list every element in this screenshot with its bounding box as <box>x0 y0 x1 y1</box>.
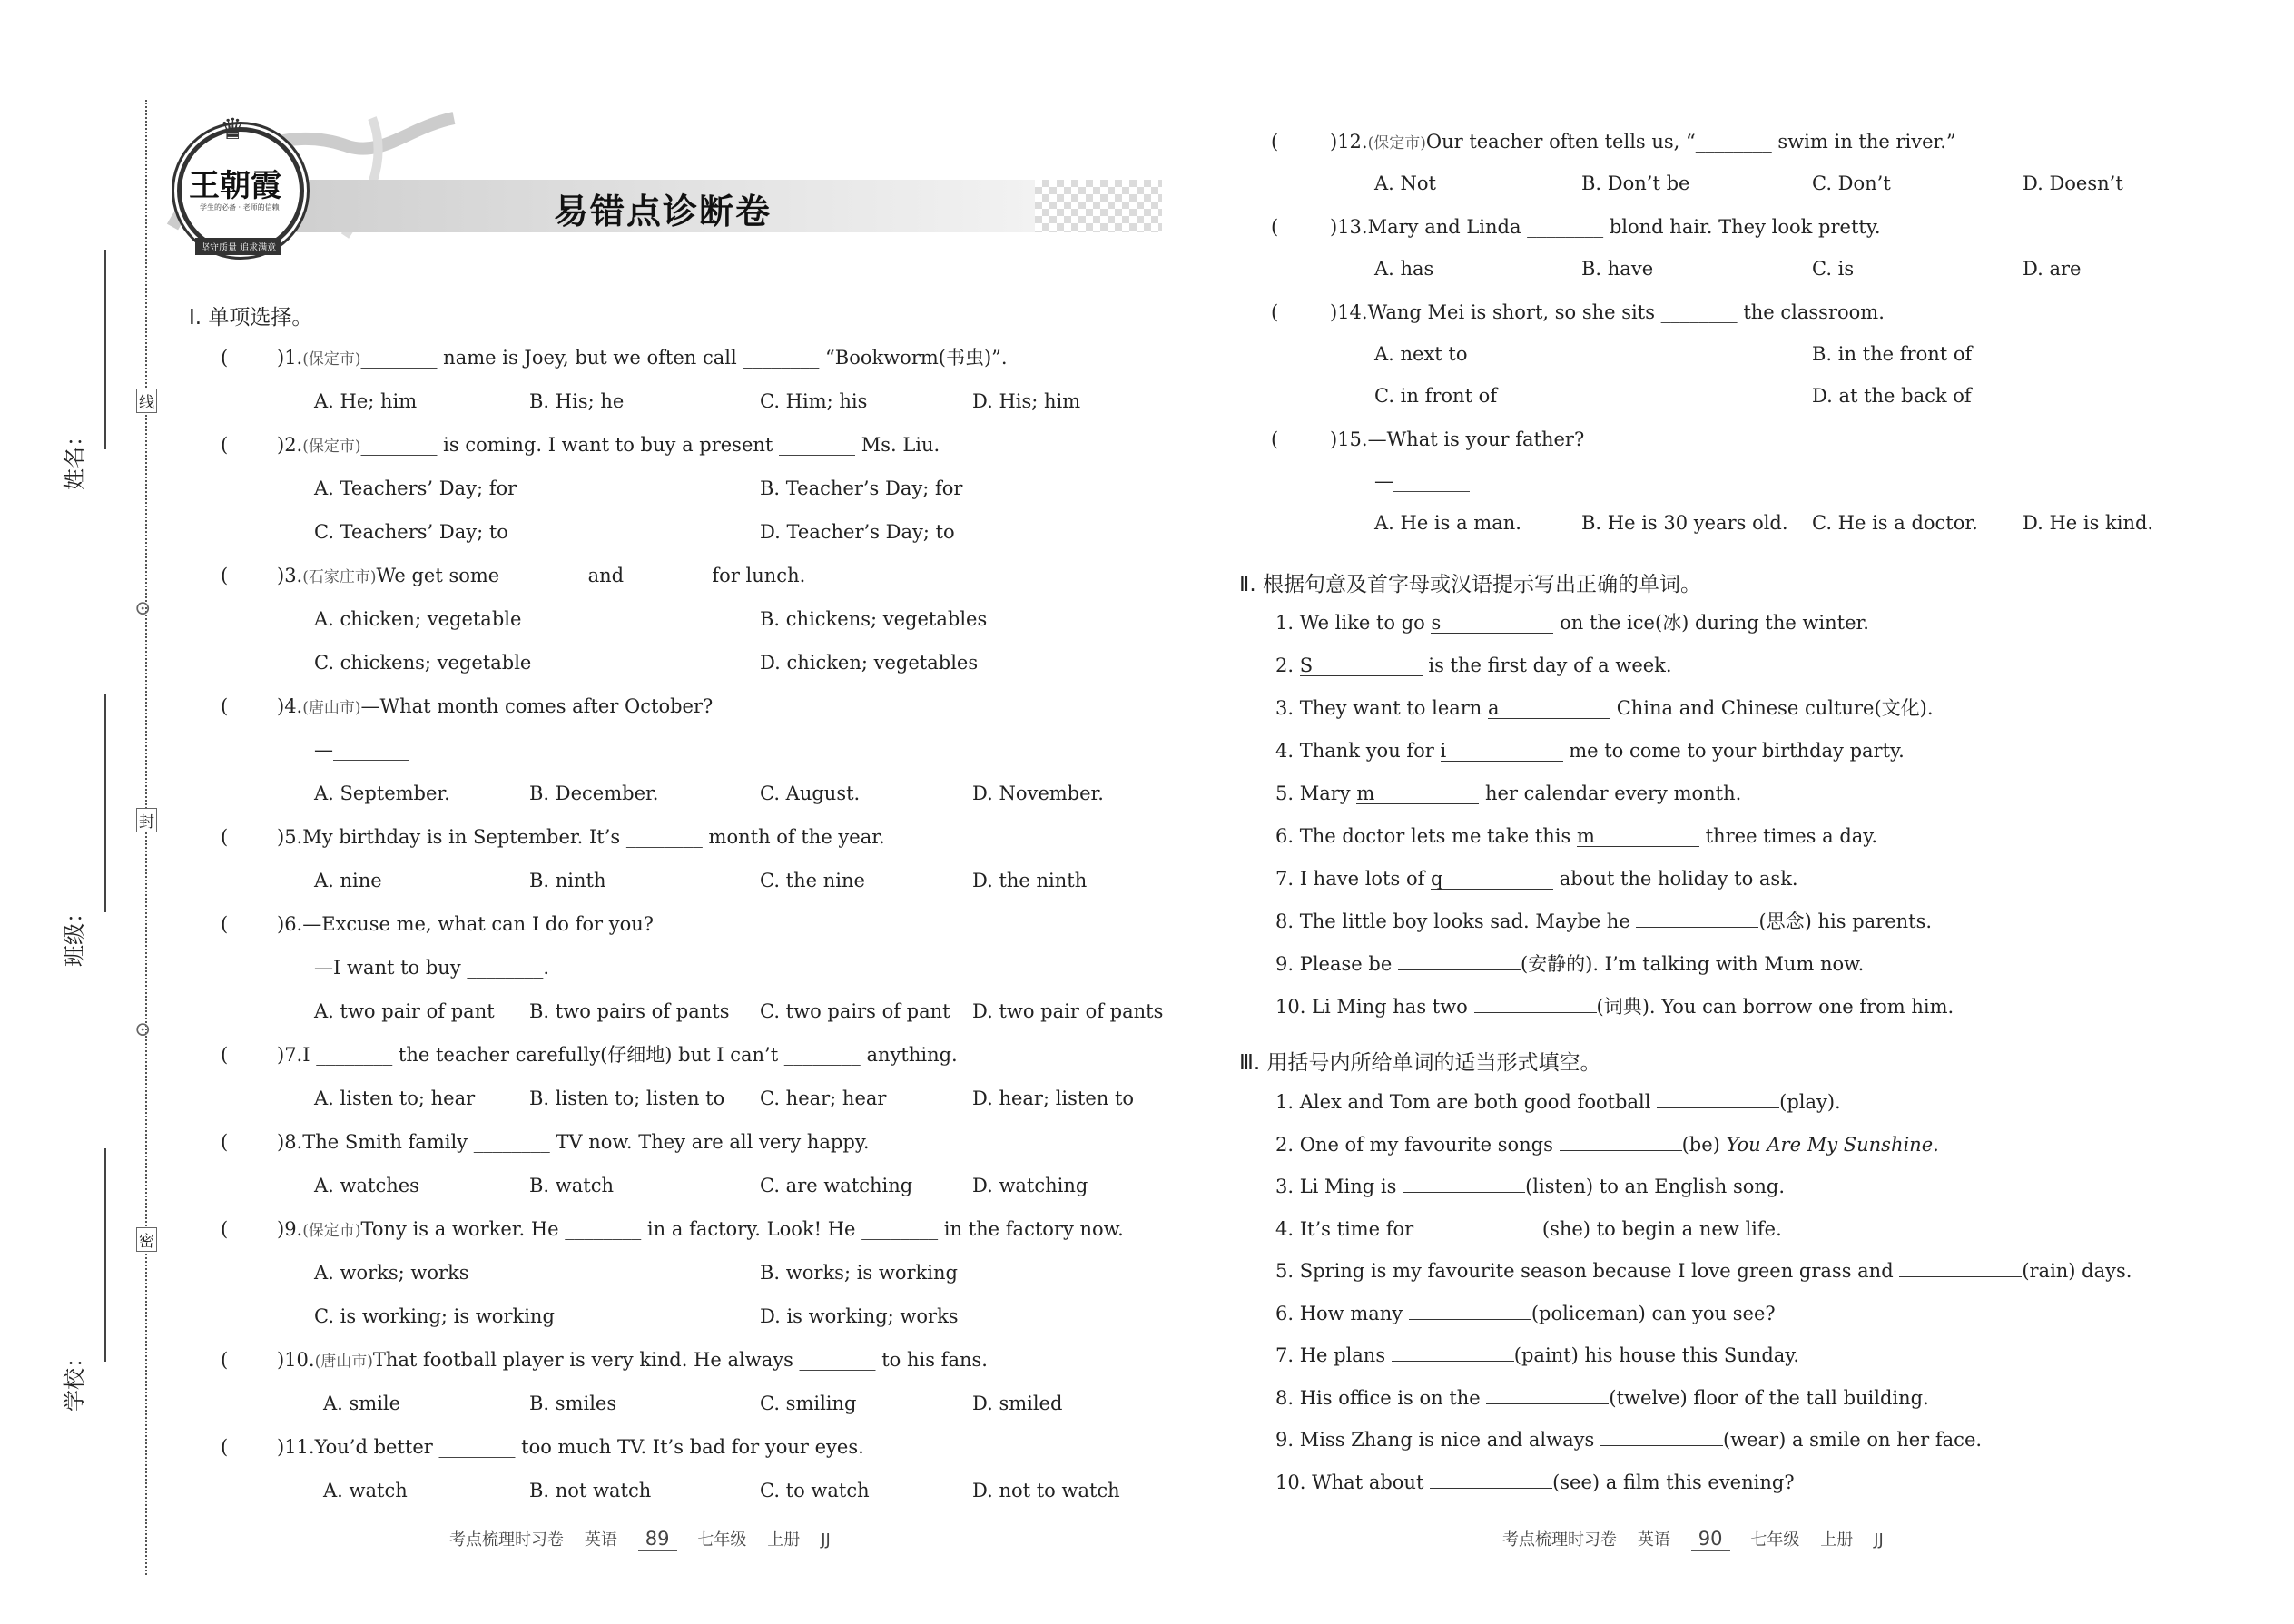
option-b[interactable]: B. December. <box>529 782 659 804</box>
school-field[interactable] <box>104 1148 106 1362</box>
logo-text: 王朝霞 <box>189 168 281 204</box>
item-text-before: 3. Li Ming is <box>1275 1176 1403 1197</box>
item-text-before: 4. Thank you for <box>1275 740 1441 762</box>
option-d[interactable]: D. two pair of pants <box>972 1000 1164 1022</box>
page-title: 易错点诊断卷 <box>554 192 773 231</box>
word-fill-item <box>1275 909 1932 934</box>
answer-blank[interactable] <box>1300 655 1423 676</box>
item-text-before: 10. What about <box>1275 1471 1431 1493</box>
word-fill-item <box>1275 781 1741 806</box>
answer-blank[interactable] <box>1488 698 1610 719</box>
word-form-item <box>1275 1427 1982 1452</box>
word-form-item <box>1275 1343 1799 1368</box>
item-text-after: (思念) his parents. <box>1758 910 1933 932</box>
binding-mark-seal: 封 <box>136 808 157 832</box>
answer-bracket[interactable]: ( <box>221 1349 229 1371</box>
item-text-before: 8. The little boy looks sad. Maybe he <box>1275 910 1637 932</box>
footer-code: JJ <box>1874 1530 1884 1550</box>
option-c[interactable]: C. to watch <box>760 1480 870 1501</box>
footer-grade: 七年级 <box>697 1530 747 1550</box>
footer-right <box>1502 1527 1884 1550</box>
answer-bracket[interactable]: ( <box>1271 301 1279 323</box>
question-number: )1. <box>277 347 303 369</box>
word-fill-item <box>1275 695 1934 721</box>
footer-volume: 上册 <box>1820 1530 1854 1550</box>
option-a[interactable]: A. next to <box>1374 343 1468 365</box>
answer-blank[interactable] <box>1899 1258 2022 1277</box>
item-text-before: 9. Miss Zhang is nice and always <box>1275 1429 1600 1451</box>
word-fill-item <box>1275 738 1905 763</box>
question-number: )10. <box>277 1349 315 1371</box>
first-letter-hint: m <box>1356 782 1375 804</box>
item-text-after: about the holiday to ask. <box>1553 868 1798 890</box>
item-text-after: (词典). You can borrow one from him. <box>1596 996 1954 1018</box>
question-stem <box>277 911 654 939</box>
question-stem <box>1330 300 1885 327</box>
question-text: —What is your father? <box>1367 428 1585 450</box>
answer-blank[interactable] <box>1600 1427 1723 1446</box>
item-text-before: 6. How many <box>1275 1302 1409 1324</box>
option-c[interactable]: C. August. <box>760 782 861 804</box>
answer-blank[interactable] <box>1420 1216 1542 1235</box>
question-number: )2. <box>277 434 303 456</box>
answer-bracket[interactable]: ( <box>1271 216 1279 238</box>
answer-line: —________ <box>314 739 409 761</box>
option-a[interactable]: A. two pair of pant <box>314 1000 495 1022</box>
item-text-before: 4. It’s time for <box>1275 1217 1420 1240</box>
option-a[interactable]: A. Not <box>1374 172 1436 194</box>
answer-blank[interactable] <box>1560 1132 1682 1151</box>
item-text-after: her calendar every month. <box>1479 782 1742 804</box>
item-text-after: (twelve) floor of the tall building. <box>1609 1386 1929 1409</box>
question-stem <box>277 824 885 851</box>
first-letter-hint: q <box>1431 868 1443 890</box>
first-letter-hint: a <box>1488 697 1500 719</box>
option-c[interactable]: C. Him; his <box>760 390 868 412</box>
option-b[interactable]: B. chickens; vegetables <box>760 608 988 630</box>
option-b[interactable]: B. in the front of <box>1812 343 1973 365</box>
name-field[interactable] <box>104 250 106 449</box>
option-c[interactable]: C. is working; is working <box>314 1305 555 1327</box>
option-c[interactable]: C. are watching <box>760 1175 913 1196</box>
option-a[interactable]: A. works; works <box>314 1262 469 1284</box>
option-b[interactable]: B. works; is working <box>760 1262 958 1284</box>
answer-blank[interactable] <box>1431 613 1553 634</box>
region-tag: (保定市) <box>302 438 361 456</box>
item-text-before: 2. <box>1275 655 1300 676</box>
answer-bracket[interactable]: ( <box>221 1131 229 1153</box>
question-number: )5. <box>277 826 303 848</box>
answer-bracket[interactable]: ( <box>221 695 229 717</box>
option-a[interactable]: A. nine <box>314 870 382 891</box>
option-a[interactable]: A. September. <box>314 782 450 804</box>
word-form-item <box>1275 1301 1776 1326</box>
first-letter-hint: m <box>1576 825 1595 847</box>
answer-bracket[interactable]: ( <box>221 913 229 935</box>
item-text-after: (be) <box>1681 1133 1727 1156</box>
word-form-item <box>1275 1385 1929 1411</box>
section-1-heading: Ⅰ. 单项选择。 <box>189 306 313 330</box>
option-c[interactable]: C. in front of <box>1374 385 1498 407</box>
first-letter-hint: s <box>1431 612 1442 634</box>
item-text-before: 5. Mary <box>1275 782 1357 804</box>
answer-blank[interactable] <box>1403 1174 1525 1193</box>
option-a[interactable]: A. He is a man. <box>1374 512 1521 534</box>
question-text: The Smith family ________ TV now. They are all very happy. <box>302 1131 870 1153</box>
first-letter-hint: i <box>1440 740 1447 762</box>
answer-blank[interactable] <box>1409 1301 1531 1320</box>
region-tag: (石家庄市) <box>302 568 377 586</box>
question-stem <box>277 563 805 590</box>
song-title: You Are My Sunshine. <box>1726 1133 1939 1156</box>
question-stem <box>1330 214 1881 241</box>
option-c[interactable]: C. Teachers’ Day; to <box>314 521 508 543</box>
question-number: )14. <box>1330 301 1368 323</box>
school-label: 学校： <box>62 1346 87 1412</box>
word-form-item <box>1275 1132 1939 1157</box>
footer-subject: 英语 <box>584 1530 617 1550</box>
footer-subject: 英语 <box>1637 1530 1670 1550</box>
item-text-after: (paint) his house this Sunday. <box>1513 1344 1800 1366</box>
answer-blank[interactable] <box>1431 869 1553 890</box>
option-d[interactable]: D. smiled <box>972 1393 1063 1414</box>
item-text-after: me to come to your birthday party. <box>1562 740 1905 762</box>
option-d[interactable]: D. is working; works <box>760 1305 959 1327</box>
word-form-item <box>1275 1258 2132 1284</box>
item-text-before: 1. Alex and Tom are both good football <box>1275 1091 1658 1113</box>
option-c[interactable]: C. two pairs of pant <box>760 1000 950 1022</box>
option-b[interactable]: B. Teacher’s Day; for <box>760 477 963 499</box>
option-d[interactable]: D. He is kind. <box>2023 512 2154 534</box>
answer-blank[interactable] <box>1441 741 1563 762</box>
answer-bracket[interactable]: ( <box>221 434 229 456</box>
question-stem <box>277 1347 988 1374</box>
binding-scissor-icon: ⊙ <box>134 1019 152 1041</box>
word-form-item <box>1275 1089 1841 1115</box>
item-text-after: three times a day. <box>1698 825 1878 847</box>
answer-blank[interactable] <box>1398 969 1521 970</box>
answer-blank[interactable] <box>1430 1470 1552 1489</box>
name-label: 姓名： <box>62 425 87 490</box>
question-text: —Excuse me, what can I do for you? <box>302 913 655 935</box>
option-a[interactable]: A. has <box>1374 258 1434 280</box>
answer-blank[interactable] <box>1577 826 1699 847</box>
checker-pattern <box>1035 180 1162 232</box>
option-c[interactable]: C. smiling <box>760 1393 857 1414</box>
option-d[interactable]: D. chicken; vegetables <box>760 652 979 674</box>
region-tag: (保定市) <box>302 350 361 369</box>
item-text-after: (rain) days. <box>2022 1260 2132 1282</box>
question-number: )6. <box>277 913 303 935</box>
option-b[interactable]: B. two pairs of pants <box>529 1000 730 1022</box>
question-stem <box>277 1216 1124 1244</box>
option-c[interactable]: C. He is a doctor. <box>1812 512 1978 534</box>
option-d[interactable]: D. His; him <box>972 390 1081 412</box>
question-number: )11. <box>277 1436 315 1458</box>
answer-blank[interactable] <box>1474 1012 1597 1013</box>
item-text-after: is the first day of a week. <box>1422 655 1672 676</box>
word-fill-item <box>1275 866 1798 891</box>
question-number: )7. <box>277 1044 303 1066</box>
answer-bracket[interactable]: ( <box>221 1218 229 1240</box>
item-text-before: 1. We like to go <box>1275 612 1432 634</box>
footer-book: 考点梳理时习卷 <box>1502 1530 1617 1550</box>
item-text-before: 7. I have lots of <box>1275 868 1432 890</box>
question-number: )4. <box>277 695 303 717</box>
word-fill-item <box>1275 610 1869 635</box>
question-text: Wang Mei is short, so she sits ________ the classroom. <box>1367 301 1885 323</box>
question-stem <box>1330 427 1584 454</box>
item-text-after: China and Chinese culture(文化). <box>1610 697 1934 719</box>
answer-bracket[interactable]: ( <box>221 565 229 586</box>
word-fill-item <box>1275 994 1954 1019</box>
page-number: 89 <box>638 1528 677 1551</box>
option-a[interactable]: A. chicken; vegetable <box>314 608 522 630</box>
word-form-item <box>1275 1470 1795 1495</box>
first-letter-hint: S <box>1299 655 1314 676</box>
answer-blank[interactable] <box>1657 1089 1779 1108</box>
section-2-heading: Ⅱ. 根据句意及首字母或汉语提示写出正确的单词。 <box>1239 573 1701 596</box>
item-text-before: 2. One of my favourite songs <box>1275 1133 1560 1156</box>
question-stem <box>277 694 713 721</box>
option-a[interactable]: A. smile <box>323 1393 401 1414</box>
question-text: My birthday is in September. It’s ________ month of the year. <box>302 826 885 848</box>
answer-line: —________ <box>1374 470 1470 492</box>
question-number: )3. <box>277 565 303 586</box>
option-d[interactable]: D. are <box>2023 258 2082 280</box>
binding-mark-tight: 密 <box>136 1227 157 1252</box>
binding-mark-line: 线 <box>136 389 157 413</box>
question-text: That football player is very kind. He always ________ to his fans. <box>372 1349 988 1371</box>
question-stem <box>277 432 940 459</box>
word-form-item <box>1275 1216 1782 1242</box>
region-tag: (唐山市) <box>302 699 361 717</box>
option-c[interactable]: C. Don’t <box>1812 172 1891 194</box>
item-text-before: 7. He plans <box>1275 1344 1392 1366</box>
option-b[interactable]: B. His; he <box>529 390 625 412</box>
option-b[interactable]: B. Don’t be <box>1581 172 1690 194</box>
item-text-after: (she) to begin a new life. <box>1541 1217 1782 1240</box>
answer-blank[interactable] <box>1356 783 1479 804</box>
option-c[interactable]: C. hear; hear <box>760 1088 887 1109</box>
question-stem <box>277 345 1008 372</box>
item-text-after: (wear) a smile on her face. <box>1722 1429 1983 1451</box>
question-stem <box>277 1129 870 1156</box>
footer-code: JJ <box>821 1530 831 1550</box>
question-stem <box>1330 129 1956 156</box>
binding-scissor-icon: ⊙ <box>134 597 152 620</box>
footer-grade: 七年级 <box>1750 1530 1800 1550</box>
item-text-after: (play). <box>1779 1091 1841 1113</box>
question-text: We get some ________ and ________ for lunch. <box>376 565 806 586</box>
item-text-before: 5. Spring is my favourite season because I love green grass and <box>1275 1260 1900 1282</box>
question-text: —What month comes after October? <box>360 695 714 717</box>
item-text-after: (安静的). I’m talking with Mum now. <box>1520 953 1865 975</box>
option-c[interactable]: C. is <box>1812 258 1855 280</box>
brand-logo <box>177 112 304 254</box>
option-b[interactable]: B. ninth <box>529 870 606 891</box>
footer-volume: 上册 <box>767 1530 801 1550</box>
answer-line: —I want to buy ________. <box>314 957 550 979</box>
answer-blank[interactable] <box>1636 927 1758 928</box>
answer-blank[interactable] <box>1392 1343 1514 1362</box>
option-b[interactable]: B. listen to; listen to <box>529 1088 725 1109</box>
answer-bracket[interactable]: ( <box>221 1436 229 1458</box>
option-c[interactable]: C. chickens; vegetable <box>314 652 532 674</box>
item-text-before: 8. His office is on the <box>1275 1386 1487 1409</box>
answer-bracket[interactable]: ( <box>1271 428 1279 450</box>
option-a[interactable]: A. watches <box>314 1175 419 1196</box>
question-number: )9. <box>277 1218 303 1240</box>
item-text-after: (policeman) can you see? <box>1531 1302 1776 1324</box>
option-d[interactable]: D. watching <box>972 1175 1088 1196</box>
question-number: )15. <box>1330 428 1368 450</box>
option-b[interactable]: B. have <box>1581 258 1654 280</box>
option-c[interactable]: C. the nine <box>760 870 865 891</box>
option-a[interactable]: A. watch <box>323 1480 408 1501</box>
item-text-after: on the ice(冰) during the winter. <box>1553 612 1869 634</box>
question-text: Mary and Linda ________ blond hair. They look pretty. <box>1367 216 1881 238</box>
option-b[interactable]: B. He is 30 years old. <box>1581 512 1788 534</box>
option-d[interactable]: D. not to watch <box>972 1480 1120 1501</box>
word-fill-item <box>1275 653 1672 678</box>
question-stem <box>277 1042 958 1069</box>
answer-bracket[interactable]: ( <box>221 826 229 848</box>
logo-subtitle: 学生的必备 · 老师的信赖 <box>200 203 280 212</box>
question-text: I ________ the teacher carefully(仔细地) but I can’t ________ anything. <box>302 1044 958 1066</box>
item-text-after: (listen) to an English song. <box>1525 1176 1786 1197</box>
option-d[interactable]: D. Doesn’t <box>2023 172 2123 194</box>
page-number: 90 <box>1691 1528 1730 1551</box>
crown-icon: ♛ <box>220 112 246 146</box>
question-text: Tony is a worker. He ________ in a factory. Look! He ________ in the factory now. <box>360 1218 1124 1240</box>
item-text-before: 9. Please be <box>1275 953 1398 975</box>
option-d[interactable]: D. at the back of <box>1812 385 1972 407</box>
region-tag: (保定市) <box>1367 134 1426 153</box>
option-d[interactable]: D. the ninth <box>972 870 1088 891</box>
footer-book: 考点梳理时习卷 <box>449 1530 564 1550</box>
question-stem <box>277 1434 864 1462</box>
question-text: Our teacher often tells us, “________ swim in the river.” <box>1425 131 1956 153</box>
class-label-text: 班级： <box>62 901 87 967</box>
item-text-before: 3. They want to learn <box>1275 697 1489 719</box>
binding-dotted-line <box>145 100 147 1575</box>
answer-bracket[interactable]: ( <box>221 347 229 369</box>
question-number: )13. <box>1330 216 1368 238</box>
word-fill-item <box>1275 951 1864 977</box>
option-a[interactable]: A. listen to; hear <box>314 1088 476 1109</box>
option-a[interactable]: A. Teachers’ Day; for <box>314 477 517 499</box>
option-b[interactable]: B. smiles <box>529 1393 617 1414</box>
class-field[interactable] <box>104 694 106 912</box>
question-number: )8. <box>277 1131 303 1153</box>
answer-blank[interactable] <box>1486 1385 1609 1404</box>
word-form-item <box>1275 1174 1785 1199</box>
option-b[interactable]: B. watch <box>529 1175 615 1196</box>
option-d[interactable]: D. hear; listen to <box>972 1088 1135 1109</box>
option-a[interactable]: A. He; him <box>314 390 418 412</box>
question-text: ________ is coming. I want to buy a present ________ Ms. Liu. <box>360 434 940 456</box>
section-3-heading: Ⅲ. 用括号内所给单词的适当形式填空。 <box>1239 1051 1601 1075</box>
logo-slogan: 坚守质量 追求满意 <box>195 238 281 255</box>
question-number: )12. <box>1330 131 1368 153</box>
answer-bracket[interactable]: ( <box>221 1044 229 1066</box>
item-text-after: (see) a film this evening? <box>1552 1471 1795 1493</box>
region-tag: (保定市) <box>302 1222 361 1240</box>
question-text: You’d better ________ too much TV. It’s bad for your eyes. <box>314 1436 864 1458</box>
footer-left <box>449 1527 831 1550</box>
item-text-before: 6. The doctor lets me take this <box>1275 825 1577 847</box>
option-b[interactable]: B. not watch <box>529 1480 652 1501</box>
option-d[interactable]: D. November. <box>972 782 1104 804</box>
answer-bracket[interactable]: ( <box>1271 131 1279 153</box>
region-tag: (唐山市) <box>314 1353 373 1371</box>
item-text-before: 10. Li Ming has two <box>1275 996 1474 1018</box>
question-text: ________ name is Joey, but we often call ________ “Bookworm(书虫)”. <box>360 347 1008 369</box>
word-fill-item <box>1275 823 1877 849</box>
option-d[interactable]: D. Teacher’s Day; to <box>760 521 955 543</box>
